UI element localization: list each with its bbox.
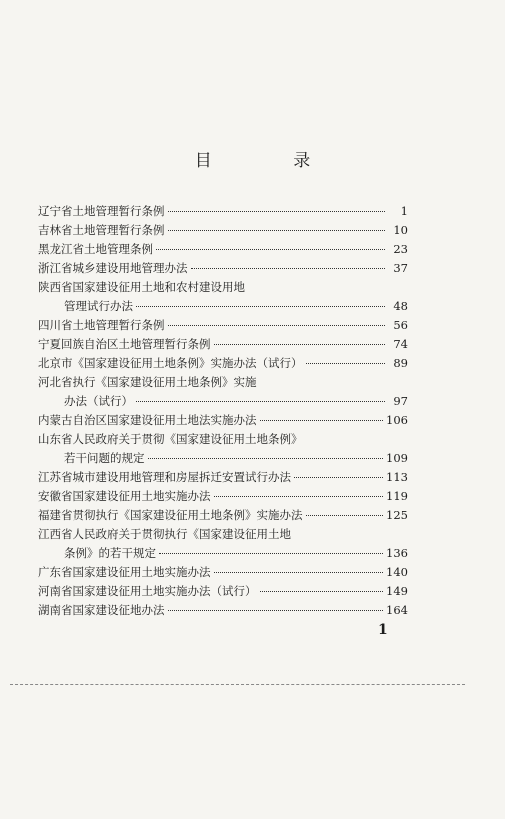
page-number: 1 [378, 622, 388, 638]
toc-entry [38, 506, 408, 525]
toc-entry-title: 管理试行办法 [64, 299, 133, 313]
toc-entry [38, 601, 408, 620]
toc-entry [38, 297, 408, 316]
toc-entry-title: 办法（试行） [64, 394, 133, 408]
leader-dots [214, 344, 386, 345]
leader-dots [168, 325, 386, 326]
toc-entry [38, 354, 408, 373]
toc-entry-page: 140 [386, 565, 408, 579]
toc-entry-title: 广东省国家建设征用土地实施办法 [38, 565, 211, 579]
leader-dots [260, 591, 384, 592]
toc-entry [38, 316, 408, 335]
leader-dots [168, 211, 386, 212]
toc-entry-page: 89 [393, 356, 408, 370]
leader-dots [306, 363, 386, 364]
toc-entry-page: 23 [393, 242, 408, 256]
toc-entry [38, 259, 408, 278]
toc-entry-title: 内蒙古自治区国家建设征用土地法实施办法 [38, 413, 257, 427]
toc-entry-page: 10 [393, 223, 408, 237]
toc-entry [38, 468, 408, 487]
toc-entry-title: 四川省土地管理暂行条例 [38, 318, 165, 332]
toc-entry [38, 544, 408, 563]
toc-entry [38, 202, 408, 221]
toc-entry-title: 安徽省国家建设征用土地实施办法 [38, 489, 211, 503]
toc-entry-title: 河南省国家建设征用土地实施办法（试行） [38, 584, 257, 598]
toc-entry-page: 109 [386, 451, 408, 465]
toc-entry-page: 119 [386, 489, 408, 503]
leader-dots [168, 610, 384, 611]
toc-entry-page: 74 [393, 337, 408, 351]
toc-entry-page: 106 [386, 413, 408, 427]
leader-dots [260, 420, 384, 421]
leader-dots [136, 306, 385, 307]
leader-dots [159, 553, 383, 554]
toc-entry-title: 山东省人民政府关于贯彻《国家建设征用土地条例》 [38, 432, 303, 446]
toc-entry [38, 335, 408, 354]
leader-dots [148, 458, 384, 459]
toc-entry-title: 宁夏回族自治区土地管理暂行条例 [38, 337, 211, 351]
leader-dots [294, 477, 383, 478]
toc-entry-title: 湖南省国家建设征地办法 [38, 603, 165, 617]
leader-dots [214, 572, 384, 573]
toc-entry-page: 113 [386, 470, 408, 484]
toc-entry-title: 吉林省土地管理暂行条例 [38, 223, 165, 237]
toc-entry-page: 164 [386, 603, 408, 617]
toc-entry-page: 1 [400, 204, 408, 218]
toc-entry-title: 河北省执行《国家建设征用土地条例》实施 [38, 375, 257, 389]
leader-dots [136, 401, 385, 402]
toc-entry-title: 辽宁省土地管理暂行条例 [38, 204, 165, 218]
toc-entry-page: 149 [386, 584, 408, 598]
toc-entry-title: 条例》的若干规定 [64, 546, 156, 560]
toc-entry [38, 563, 408, 582]
page-divider [10, 684, 465, 685]
leader-dots [168, 230, 386, 231]
leader-dots [306, 515, 384, 516]
toc-entry [38, 411, 408, 430]
toc-entry-title: 北京市《国家建设征用土地条例》实施办法（试行） [38, 356, 303, 370]
toc-entry-page: 125 [386, 508, 408, 522]
toc-entry [38, 430, 408, 449]
toc-entry-title: 福建省贯彻执行《国家建设征用土地条例》实施办法 [38, 508, 303, 522]
toc-entry-title: 浙江省城乡建设用地管理办法 [38, 261, 188, 275]
leader-dots [191, 268, 386, 269]
leader-dots [156, 249, 385, 250]
toc-entry-page: 37 [393, 261, 408, 275]
toc-entry-title: 黑龙江省土地管理条例 [38, 242, 153, 256]
toc-entry [38, 392, 408, 411]
toc-entry [38, 449, 408, 468]
toc-entry-title: 陕西省国家建设征用土地和农村建设用地 [38, 280, 245, 294]
table-of-contents [38, 202, 408, 620]
toc-entry [38, 525, 408, 544]
leader-dots [214, 496, 384, 497]
page-title: 目 录 [194, 151, 349, 171]
toc-entry [38, 373, 408, 392]
toc-entry-title: 江西省人民政府关于贯彻执行《国家建设征用土地 [38, 527, 291, 541]
toc-entry-title: 江苏省城市建设用地管理和房屋拆迁安置试行办法 [38, 470, 291, 484]
toc-entry [38, 240, 408, 259]
toc-entry [38, 582, 408, 601]
toc-entry [38, 278, 408, 297]
toc-entry-page: 136 [386, 546, 408, 560]
toc-entry [38, 221, 408, 240]
toc-entry-page: 97 [393, 394, 408, 408]
toc-entry [38, 487, 408, 506]
toc-entry-page: 56 [393, 318, 408, 332]
toc-entry-page: 48 [393, 299, 408, 313]
toc-entry-title: 若干问题的规定 [64, 451, 145, 465]
